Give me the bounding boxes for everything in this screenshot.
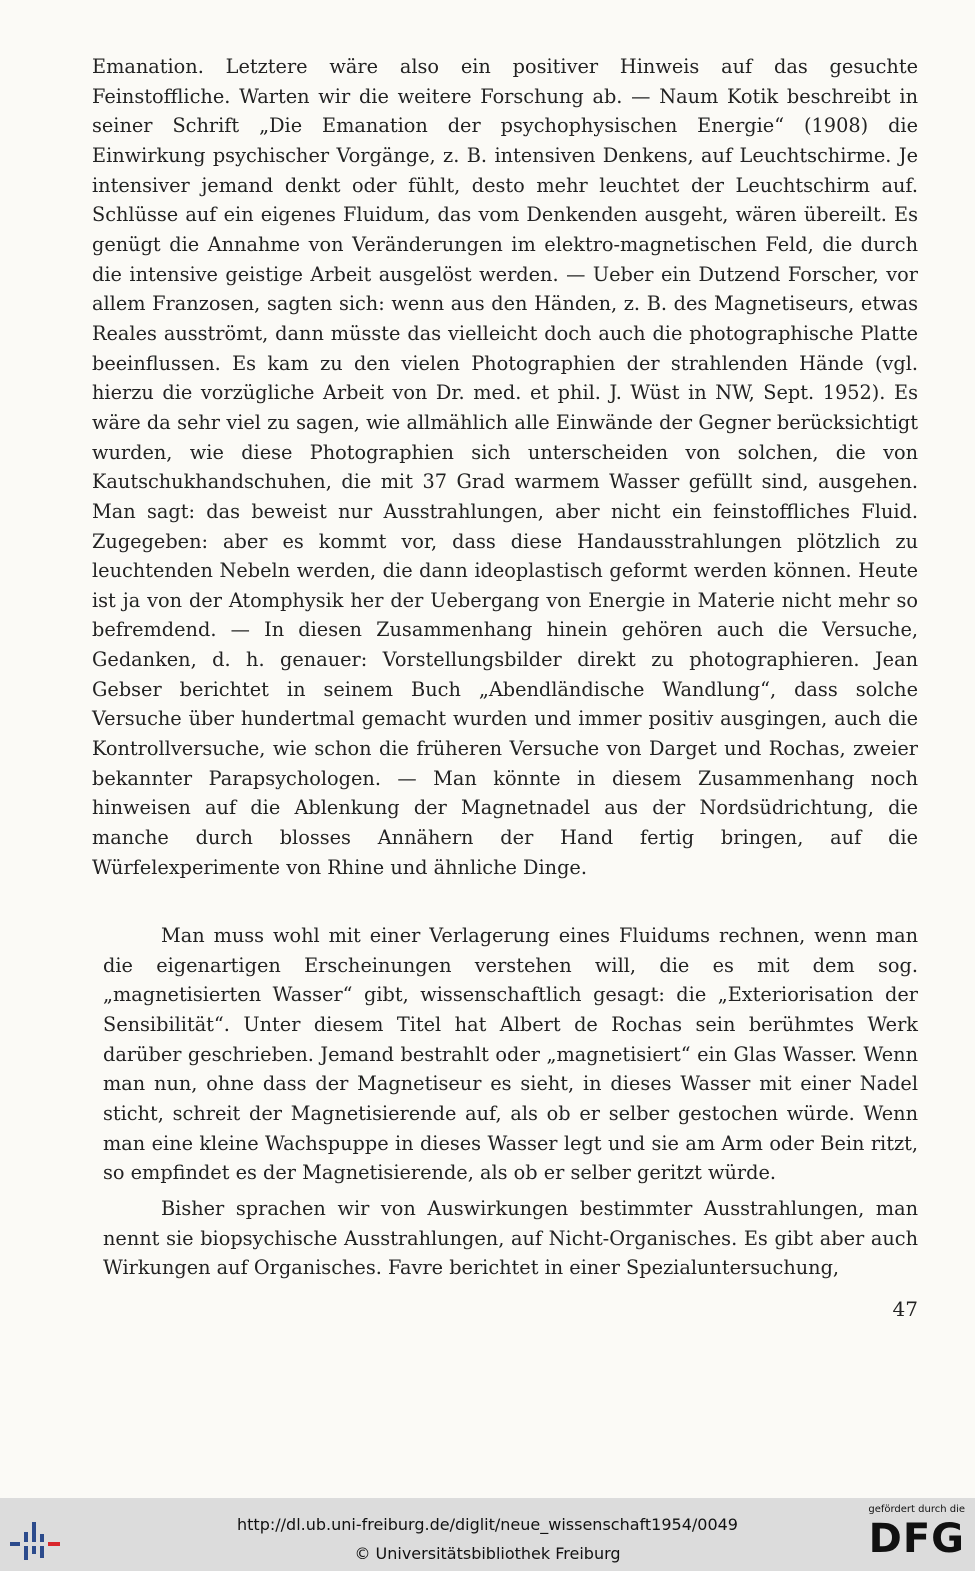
copyright-notice: © Universitätsbibliothek Freiburg — [354, 1544, 621, 1563]
page-number: 47 — [892, 1297, 918, 1321]
paragraph-3-text: Bisher sprachen wir von Auswirkungen bestimmter Ausstrahlungen, man nennt sie biopsychische Ausstrahlungen, auf Nicht-Organisches. Es gibt aber auch Wirkungen auf Organisches. Favre berichtet in einer Spezialuntersuchung, — [103, 1197, 918, 1280]
dfg-logo: DFG — [868, 1516, 965, 1562]
footer-bar — [0, 1498, 975, 1571]
paragraph-1-text: Emanation. Letztere wäre also ein positiver Hinweis auf das gesuchte Feinstoffliche. Warten wir die weitere Forschung ab. — Naum Kotik beschreibt in seiner Schrift „Die Emanation der psychophysischen Energie“ (1908) die Einwirkung psychischer Vorgänge, z. B. intensiven Denkens, auf Leuchtschirme. Je intensiver jemand denkt oder fühlt, desto mehr leuchtet der Leuchtschirm auf. Schlüsse auf ein eigenes Fluidum, das vom Denkenden ausgeht, wären übereilt. Es genügt die Annahme von Veränderungen im elektro-magnetischen Feld, die durch die intensive geistige Arbeit ausgelöst werden. — Ueber ein Dutzend Forscher, vor allem Franzosen, sagten sich: wenn aus den Händen, z. B. des Magnetiseurs, etwas Reales ausströmt, dann müsste das vielleicht doch auch die photographische Platte beeinflussen. Es kam zu den vielen Photographien der strahlenden Hände (vgl. hierzu die vorzügliche Arbeit von Dr. med. et phil. J. Wüst in NW, Sept. 1952). Es wäre da sehr viel zu sagen, wie allmählich alle Einwände der Gegner berücksichtigt wurden, wie diese Photographien sich unterscheiden von solchen, die von Kautschukhandschuhen, die mit 37 Grad warmem Wasser gefüllt sind, ausgehen. Man sagt: das beweist nur Ausstrahlungen, aber nicht ein feinstoffliches Fluid. Zugegeben: aber es kommt vor, dass diese Handausstrahlungen plötzlich zu leuchtenden Nebeln werden, die dann ideoplastisch geformt werden können. Heute ist ja von der Atomphysik her der Uebergang von Energie in Materie nicht mehr so befremdend. — In diesen Zusammenhang hinein gehören auch die Versuche, Gedanken, d. h. genauer: Vorstellungsbilder direkt zu photographieren. Jean Gebser berichtet in seinem Buch „Abendländische Wandlung“, dass solche Versuche über hundertmal gemacht wurden und immer positiv ausgingen, auch die Kontrollversuche, wie schon die früheren Versuche von Darget und Rochas, zweier bekannter Parapsychologen. — Man könnte in diesem Zusammenhang noch hinweisen auf die Ablenkung der Magnetnadel aus der Nordsüdrichtung, die manche durch blosses Annähern der Hand fertig bringen, auf die Würfelexperimente von Rhine und ähnliche Dinge. — [92, 55, 918, 879]
dfg-funding-badge — [859, 1504, 965, 1568]
paragraph-3 — [103, 1194, 918, 1283]
paragraph-1 — [92, 52, 918, 882]
dfg-tagline: gefördert durch die — [868, 1504, 965, 1515]
document-url-link[interactable]: http://dl.ub.uni-freiburg.de/diglit/neue_wissenschaft1954/0049 — [237, 1515, 738, 1534]
paragraph-2-text: Man muss wohl mit einer Verlagerung eines Fluidums rechnen, wenn man die eigenartigen Erscheinungen verstehen will, die es mit dem sog. „magnetisierten Wasser“ gibt, wissenschaftlich gesagt: die „Exteriorisation der Sensibilität“. Unter diesem Titel hat Albert de Rochas sein berühmtes Werk darüber geschrieben. Jemand bestrahlt oder „magnetisiert“ ein Glas Wasser. Wenn man nun, ohne dass der Magnetiseur es sieht, in dieses Wasser mit einer Nadel sticht, schreit der Magnetisierende auf, als ob er selber gestochen würde. Wenn man eine kleine Wachspuppe in dieses Wasser legt und sie am Arm oder Bein ritzt, so empfindet es der Magnetisierende, als ob er selber geritzt würde. — [103, 924, 918, 1185]
paragraph-2 — [103, 921, 918, 1188]
